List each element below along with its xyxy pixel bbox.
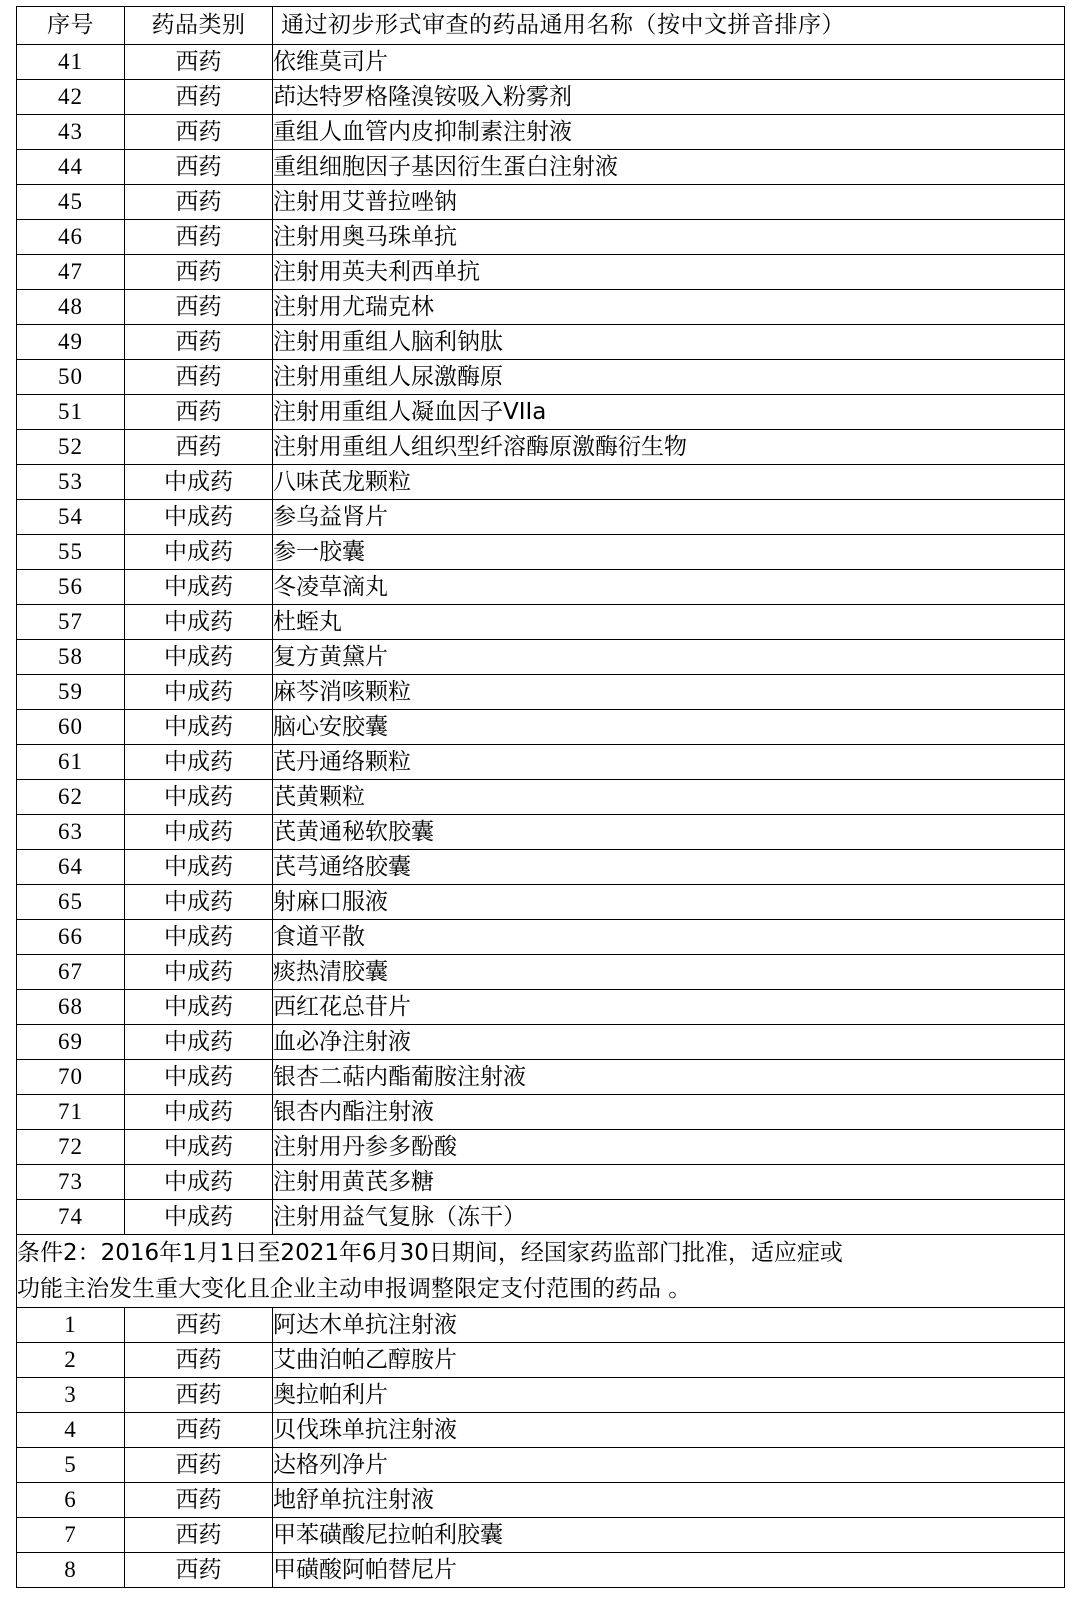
row-number: 69	[17, 1025, 125, 1060]
row-drug-name: 痰热清胶囊	[273, 955, 1065, 990]
row-number: 7	[17, 1518, 125, 1553]
table-row	[17, 1553, 1065, 1588]
table-row	[17, 150, 1065, 185]
row-drug-name: 阿达木单抗注射液	[273, 1308, 1065, 1343]
table-row	[17, 745, 1065, 780]
row-number: 6	[17, 1483, 125, 1518]
row-drug-name: 地舒单抗注射液	[273, 1483, 1065, 1518]
row-number: 73	[17, 1165, 125, 1200]
row-category: 中成药	[125, 1165, 273, 1200]
row-drug-name: 注射用黄芪多糖	[273, 1165, 1065, 1200]
row-category: 中成药	[125, 500, 273, 535]
row-drug-name: 芪黄通秘软胶囊	[273, 815, 1065, 850]
row-category: 中成药	[125, 955, 273, 990]
row-number: 68	[17, 990, 125, 1025]
row-category: 西药	[125, 360, 273, 395]
row-drug-name: 艾曲泊帕乙醇胺片	[273, 1343, 1065, 1378]
table-row	[17, 185, 1065, 220]
row-category: 西药	[125, 1448, 273, 1483]
row-drug-name: 射麻口服液	[273, 885, 1065, 920]
row-number: 41	[17, 45, 125, 80]
row-number: 71	[17, 1095, 125, 1130]
row-number: 42	[17, 80, 125, 115]
row-number: 61	[17, 745, 125, 780]
row-drug-name: 注射用英夫利西单抗	[273, 255, 1065, 290]
table-row	[17, 45, 1065, 80]
row-number: 62	[17, 780, 125, 815]
table-row	[17, 1200, 1065, 1235]
row-number: 48	[17, 290, 125, 325]
row-number: 47	[17, 255, 125, 290]
table-row	[17, 850, 1065, 885]
row-number: 5	[17, 1448, 125, 1483]
row-number: 63	[17, 815, 125, 850]
row-category: 中成药	[125, 465, 273, 500]
row-category: 西药	[125, 255, 273, 290]
row-category: 中成药	[125, 675, 273, 710]
row-category: 中成药	[125, 990, 273, 1025]
row-number: 59	[17, 675, 125, 710]
row-category: 西药	[125, 1308, 273, 1343]
row-category: 西药	[125, 1413, 273, 1448]
row-drug-name: 西红花总苷片	[273, 990, 1065, 1025]
row-drug-name: 甲苯磺酸尼拉帕利胶囊	[273, 1518, 1065, 1553]
row-category: 西药	[125, 1378, 273, 1413]
row-number: 45	[17, 185, 125, 220]
table-body	[17, 7, 1065, 1588]
table-row	[17, 1025, 1065, 1060]
table-row	[17, 1308, 1065, 1343]
row-category: 中成药	[125, 920, 273, 955]
row-category: 西药	[125, 325, 273, 360]
row-drug-name: 八味芪龙颗粒	[273, 465, 1065, 500]
row-drug-name: 芪丹通络颗粒	[273, 745, 1065, 780]
row-category: 中成药	[125, 1130, 273, 1165]
row-number: 70	[17, 1060, 125, 1095]
row-category: 西药	[125, 150, 273, 185]
row-drug-name: 注射用重组人尿激酶原	[273, 360, 1065, 395]
row-number: 60	[17, 710, 125, 745]
row-drug-name: 重组人血管内皮抑制素注射液	[273, 115, 1065, 150]
row-number: 46	[17, 220, 125, 255]
row-category: 西药	[125, 115, 273, 150]
condition-note-line1: 条件2：2016年1月1日至2021年6月30日期间，经国家药监部门批准，适应症或	[17, 1240, 843, 1266]
table-row	[17, 1060, 1065, 1095]
row-drug-name: 冬凌草滴丸	[273, 570, 1065, 605]
table-row	[17, 1448, 1065, 1483]
row-number: 49	[17, 325, 125, 360]
table-row	[17, 990, 1065, 1025]
row-drug-name: 依维莫司片	[273, 45, 1065, 80]
table-row	[17, 535, 1065, 570]
row-number: 44	[17, 150, 125, 185]
row-number: 56	[17, 570, 125, 605]
table-row	[17, 710, 1065, 745]
table-row	[17, 500, 1065, 535]
row-category: 西药	[125, 290, 273, 325]
note-row	[17, 1235, 1065, 1308]
row-drug-name: 银杏内酯注射液	[273, 1095, 1065, 1130]
drug-list-table	[16, 6, 1065, 1588]
row-drug-name: 茚达特罗格隆溴铵吸入粉雾剂	[273, 80, 1065, 115]
row-category: 西药	[125, 1553, 273, 1588]
row-category: 西药	[125, 1343, 273, 1378]
table-row	[17, 255, 1065, 290]
row-number: 4	[17, 1413, 125, 1448]
row-category: 西药	[125, 185, 273, 220]
row-category: 中成药	[125, 605, 273, 640]
condition-note	[17, 1235, 1065, 1308]
header-category: 药品类别	[125, 7, 273, 45]
header-no: 序号	[17, 7, 125, 45]
table-row	[17, 290, 1065, 325]
table-row	[17, 1343, 1065, 1378]
row-drug-name: 芪芎通络胶囊	[273, 850, 1065, 885]
table-row	[17, 115, 1065, 150]
row-number: 3	[17, 1378, 125, 1413]
row-number: 72	[17, 1130, 125, 1165]
row-number: 58	[17, 640, 125, 675]
header-name: 通过初步形式审查的药品通用名称（按中文拼音排序）	[273, 7, 1065, 45]
row-category: 中成药	[125, 745, 273, 780]
row-number: 52	[17, 430, 125, 465]
row-number: 1	[17, 1308, 125, 1343]
row-drug-name: 注射用重组人组织型纤溶酶原激酶衍生物	[273, 430, 1065, 465]
table-row	[17, 955, 1065, 990]
table-row	[17, 1413, 1065, 1448]
row-drug-name: 注射用重组人脑利钠肽	[273, 325, 1065, 360]
row-category: 西药	[125, 45, 273, 80]
row-category: 中成药	[125, 640, 273, 675]
row-number: 74	[17, 1200, 125, 1235]
row-category: 中成药	[125, 1095, 273, 1130]
row-drug-name: 注射用重组人凝血因子VIIa	[273, 395, 1065, 430]
table-row	[17, 395, 1065, 430]
row-number: 65	[17, 885, 125, 920]
row-drug-name: 注射用奥马珠单抗	[273, 220, 1065, 255]
table-row	[17, 465, 1065, 500]
row-drug-name: 参乌益肾片	[273, 500, 1065, 535]
table-row	[17, 815, 1065, 850]
row-drug-name: 注射用益气复脉（冻干）	[273, 1200, 1065, 1235]
row-category: 西药	[125, 430, 273, 465]
row-number: 8	[17, 1553, 125, 1588]
row-category: 中成药	[125, 885, 273, 920]
row-category: 西药	[125, 1518, 273, 1553]
row-number: 55	[17, 535, 125, 570]
row-drug-name: 达格列净片	[273, 1448, 1065, 1483]
row-drug-name: 参一胶囊	[273, 535, 1065, 570]
row-drug-name: 奥拉帕利片	[273, 1378, 1065, 1413]
table-row	[17, 885, 1065, 920]
row-category: 中成药	[125, 1060, 273, 1095]
row-drug-name: 贝伐珠单抗注射液	[273, 1413, 1065, 1448]
row-drug-name: 复方黄黛片	[273, 640, 1065, 675]
row-drug-name: 麻芩消咳颗粒	[273, 675, 1065, 710]
table-row	[17, 640, 1065, 675]
row-drug-name: 血必净注射液	[273, 1025, 1065, 1060]
row-category: 中成药	[125, 710, 273, 745]
table-row	[17, 570, 1065, 605]
row-number: 66	[17, 920, 125, 955]
row-drug-name: 脑心安胶囊	[273, 710, 1065, 745]
table-header-row	[17, 7, 1065, 45]
row-drug-name: 杜蛭丸	[273, 605, 1065, 640]
row-drug-name: 甲磺酸阿帕替尼片	[273, 1553, 1065, 1588]
row-category: 中成药	[125, 1200, 273, 1235]
row-category: 中成药	[125, 815, 273, 850]
row-category: 中成药	[125, 780, 273, 815]
table-row	[17, 1378, 1065, 1413]
row-category: 中成药	[125, 1025, 273, 1060]
row-drug-name: 注射用艾普拉唑钠	[273, 185, 1065, 220]
table-row	[17, 220, 1065, 255]
table-row	[17, 1483, 1065, 1518]
table-row	[17, 920, 1065, 955]
row-category: 中成药	[125, 535, 273, 570]
row-number: 64	[17, 850, 125, 885]
row-drug-name: 重组细胞因子基因衍生蛋白注射液	[273, 150, 1065, 185]
table-row	[17, 780, 1065, 815]
row-drug-name: 食道平散	[273, 920, 1065, 955]
table-row	[17, 675, 1065, 710]
table-row	[17, 1130, 1065, 1165]
row-number: 57	[17, 605, 125, 640]
row-number: 50	[17, 360, 125, 395]
table-row	[17, 1518, 1065, 1553]
row-number: 53	[17, 465, 125, 500]
table-row	[17, 80, 1065, 115]
row-number: 54	[17, 500, 125, 535]
row-number: 43	[17, 115, 125, 150]
row-number: 67	[17, 955, 125, 990]
row-category: 中成药	[125, 570, 273, 605]
row-category: 西药	[125, 395, 273, 430]
condition-note-line2: 功能主治发生重大变化且企业主动申报调整限定支付范围的药品 。	[17, 1276, 692, 1302]
row-drug-name: 银杏二萜内酯葡胺注射液	[273, 1060, 1065, 1095]
table-row	[17, 360, 1065, 395]
table-row	[17, 325, 1065, 360]
table-row	[17, 605, 1065, 640]
row-category: 西药	[125, 220, 273, 255]
row-category: 西药	[125, 80, 273, 115]
row-drug-name: 注射用尤瑞克林	[273, 290, 1065, 325]
row-category: 西药	[125, 1483, 273, 1518]
row-category: 中成药	[125, 850, 273, 885]
table-row	[17, 1095, 1065, 1130]
table-row	[17, 430, 1065, 465]
table-row	[17, 1165, 1065, 1200]
row-number: 51	[17, 395, 125, 430]
row-number: 2	[17, 1343, 125, 1378]
row-drug-name: 注射用丹参多酚酸	[273, 1130, 1065, 1165]
row-drug-name: 芪黄颗粒	[273, 780, 1065, 815]
